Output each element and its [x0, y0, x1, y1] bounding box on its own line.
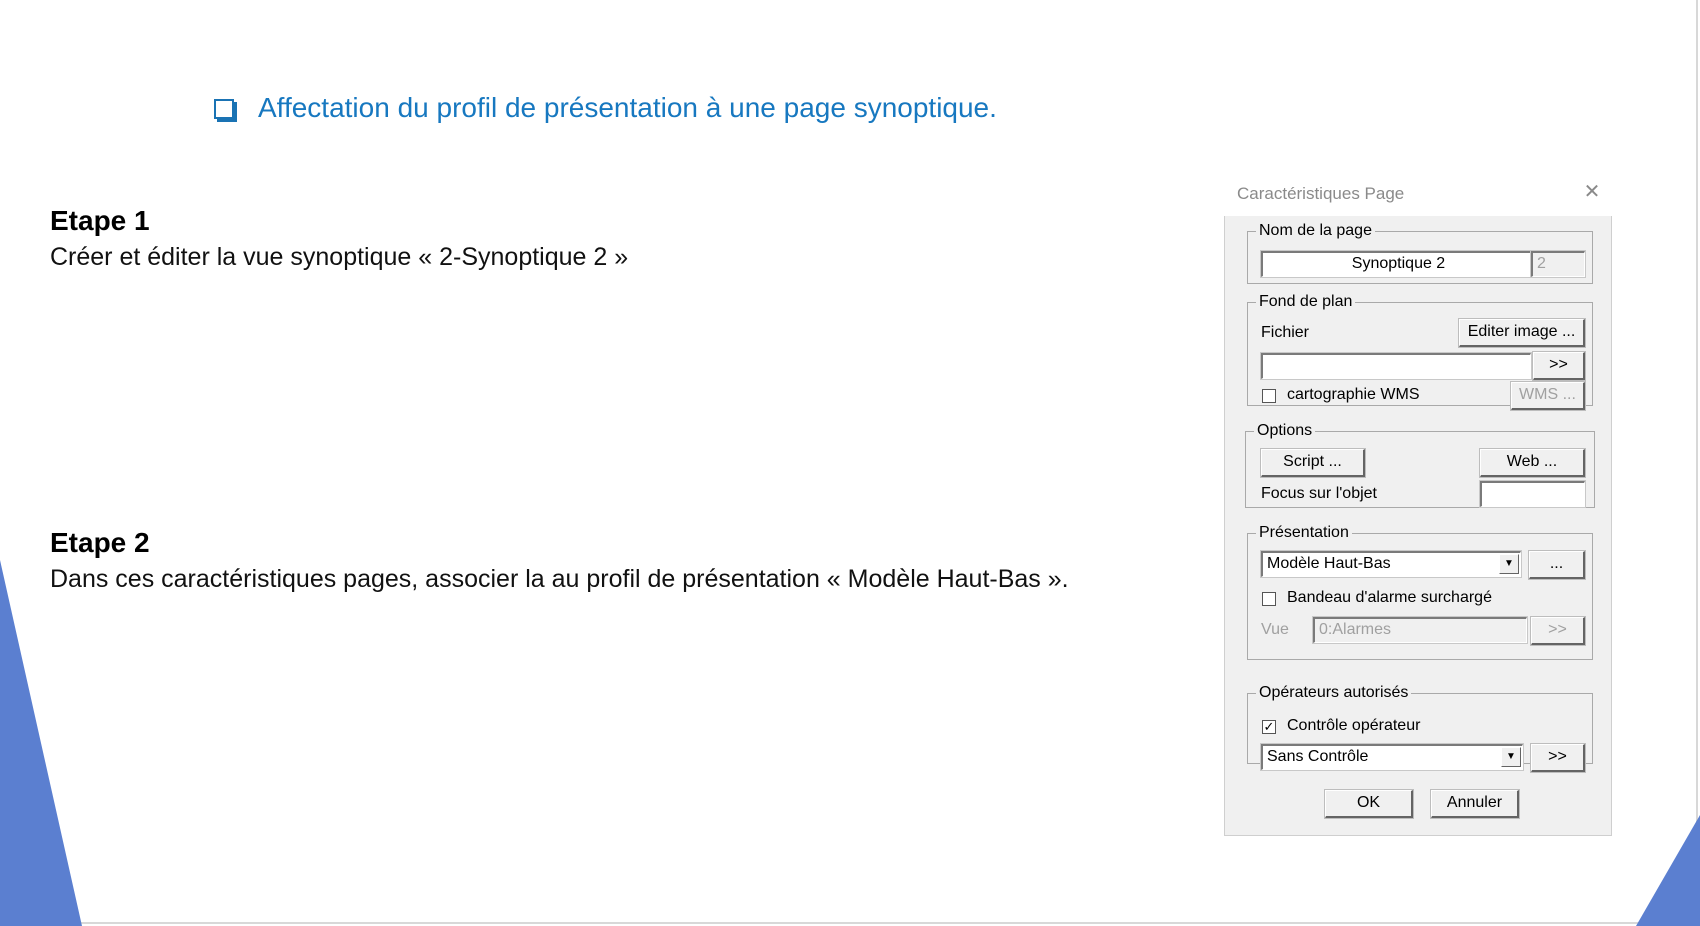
controle-operateur-label: Contrôle opérateur — [1287, 717, 1421, 734]
checkmark-icon: ✓ — [1263, 719, 1275, 734]
chevron-down-icon[interactable]: ▼ — [1501, 747, 1521, 767]
close-icon[interactable]: ✕ — [1583, 181, 1601, 203]
wms-checkbox[interactable] — [1262, 389, 1276, 403]
step-2-title: Etape 2 — [50, 527, 150, 558]
legend-nom-page: Nom de la page — [1259, 222, 1372, 239]
legend-fond-plan: Fond de plan — [1259, 293, 1353, 310]
dialog-title: Caractéristiques Page — [1237, 184, 1405, 203]
checkbox-bullet-icon — [214, 99, 234, 119]
dialog-body — [1224, 216, 1612, 836]
slide-bottom-rule — [0, 922, 1700, 924]
cancel-button[interactable]: Annuler — [1431, 790, 1519, 818]
page-name-input[interactable]: Synoptique 2 — [1261, 251, 1531, 277]
vue-label: Vue — [1261, 621, 1289, 638]
focus-object-input[interactable] — [1480, 481, 1585, 507]
step-1-title: Etape 1 — [50, 205, 150, 236]
legend-options: Options — [1257, 422, 1313, 439]
wms-checkbox-label: cartographie WMS — [1287, 386, 1420, 403]
step-2-text: Dans ces caractéristiques pages, associer la au profil de présentation « Modèle Haut-Bas ». — [50, 565, 1069, 593]
legend-operateurs: Opérateurs autorisés — [1259, 684, 1409, 701]
slide-right-rule — [1696, 0, 1698, 926]
focus-label: Focus sur l'objet — [1261, 485, 1377, 502]
step-1-text: Créer et éditer la vue synoptique « 2-Synoptique 2 » — [50, 243, 629, 271]
operator-control-value: Sans Contrôle — [1267, 748, 1369, 765]
operator-control-select[interactable] — [1261, 744, 1523, 770]
vue-browse-button[interactable]: >> — [1531, 617, 1585, 645]
vue-input[interactable]: 0:Alarmes — [1313, 617, 1527, 643]
operator-browse-button[interactable]: >> — [1531, 744, 1585, 772]
fichier-label: Fichier — [1261, 324, 1310, 341]
wms-button[interactable]: WMS ... — [1511, 382, 1585, 410]
edit-image-button[interactable]: Editer image ... — [1459, 319, 1585, 347]
dialog-titlebar — [1224, 172, 1612, 216]
chevron-down-icon[interactable]: ▼ — [1499, 554, 1519, 574]
right-corner-decoration — [1636, 815, 1700, 926]
presentation-profile-select[interactable] — [1261, 551, 1521, 577]
web-button[interactable]: Web ... — [1480, 449, 1585, 477]
bandeau-alarme-label: Bandeau d'alarme surchargé — [1287, 589, 1492, 606]
browse-file-button[interactable]: >> — [1533, 352, 1585, 380]
page-number-input[interactable]: 2 — [1531, 251, 1585, 277]
presentation-profile-value: Modèle Haut-Bas — [1267, 555, 1391, 572]
slide-title-text: Affectation du profil de présentation à une page synoptique. — [258, 92, 997, 123]
left-corner-decoration — [0, 560, 90, 926]
slide-title — [214, 92, 997, 124]
controle-operateur-checkbox[interactable] — [1262, 720, 1276, 734]
script-button[interactable]: Script ... — [1261, 449, 1365, 477]
legend-presentation: Présentation — [1259, 524, 1349, 541]
background-file-input[interactable] — [1261, 353, 1531, 379]
presentation-more-button[interactable]: ... — [1529, 551, 1585, 579]
page-properties-dialog — [1224, 172, 1612, 836]
ok-button[interactable]: OK — [1325, 790, 1413, 818]
bandeau-alarme-checkbox[interactable] — [1262, 592, 1276, 606]
